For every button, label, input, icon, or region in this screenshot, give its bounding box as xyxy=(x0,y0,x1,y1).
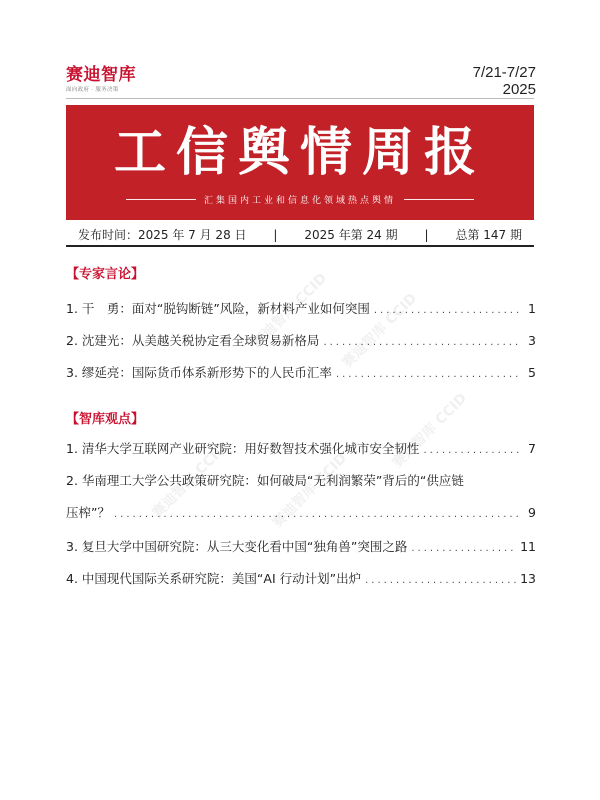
toc-text: 华南理工大学公共政策研究院：如何破局“无利润繁荣”背后的“供应链 xyxy=(81,473,464,488)
toc-page: 9 xyxy=(528,505,536,520)
toc-item[interactable] xyxy=(66,567,536,593)
watermark: 赛迪智库 CCID xyxy=(249,270,331,352)
separator: | xyxy=(273,227,278,242)
top-divider xyxy=(66,98,534,99)
toc-number: 2. xyxy=(66,333,78,348)
toc-number: 3. xyxy=(66,365,78,380)
watermark: 赛迪智库 CCID xyxy=(339,290,421,372)
issue-info xyxy=(66,226,534,243)
period xyxy=(473,64,536,98)
toc-leader xyxy=(114,503,522,527)
toc-leader xyxy=(336,363,522,387)
toc-text: 缪延亮：国际货币体系新形势下的人民币汇率 xyxy=(81,365,332,380)
separator: | xyxy=(424,227,429,242)
issue-number: 2025 年第 24 期 xyxy=(304,228,398,242)
toc-page: 13 xyxy=(520,571,536,586)
toc-leader xyxy=(365,569,516,593)
toc-leader xyxy=(374,299,522,323)
period-range: 7/21-7/27 xyxy=(472,64,536,81)
toc-text: 清华大学互联网产业研究院：用好数智技术强化城市安全韧性 xyxy=(81,441,420,456)
watermark: 赛迪智库 CCID xyxy=(389,390,471,472)
watermark: 赛迪智库 CCID xyxy=(149,440,231,522)
toc-page: 1 xyxy=(528,301,536,316)
toc-number: 1. xyxy=(66,441,78,456)
banner-subtitle-row xyxy=(66,193,534,206)
toc-number: 3. xyxy=(66,539,78,554)
logo xyxy=(66,66,136,93)
toc-leader xyxy=(411,537,516,561)
toc-page: 11 xyxy=(520,539,536,554)
toc-number: 1. xyxy=(66,301,78,316)
toc-page: 3 xyxy=(528,333,536,348)
toc-item[interactable] xyxy=(66,361,536,387)
banner-title: 工信舆情周报 xyxy=(113,122,486,183)
issue-divider xyxy=(66,245,534,247)
toc-text: 复旦大学中国研究院：从三大变化看中国“独角兽”突围之路 xyxy=(81,539,408,554)
section-title-thinktank: 【智库观点】 xyxy=(66,412,145,427)
toc-leader xyxy=(423,439,522,463)
toc-item[interactable] xyxy=(66,535,536,561)
title-banner xyxy=(66,105,534,220)
section-title-expert: 【专家言论】 xyxy=(66,267,145,282)
total-number: 总第 147 期 xyxy=(455,228,522,242)
subtitle-right-line xyxy=(404,199,474,200)
toc-page: 5 xyxy=(528,365,536,380)
toc-item[interactable] xyxy=(66,329,536,355)
logo-tagline: 面向政府 · 服务决策 xyxy=(66,87,119,93)
subtitle-left-line xyxy=(126,199,196,200)
toc-number: 2. xyxy=(66,473,78,488)
banner-subtitle: 汇集国内工业和信息化领域热点舆情 xyxy=(203,196,396,206)
toc-leader xyxy=(323,331,522,355)
toc-item[interactable] xyxy=(66,297,536,323)
toc-page: 7 xyxy=(528,441,536,456)
toc-text: 干 勇：面对“脱钩断链”风险，新材料产业如何突围 xyxy=(81,301,370,316)
toc-text: 中国现代国际关系研究院：美国“AI 行动计划”出炉 xyxy=(81,571,362,586)
toc-item[interactable] xyxy=(66,437,536,463)
watermark: 赛迪智库 CCID xyxy=(269,450,351,532)
toc-text-continued: 压榨”？ xyxy=(66,505,110,520)
toc-text: 沈建光：从美越关税协定看全球贸易新格局 xyxy=(81,333,320,348)
period-year: 2025 xyxy=(502,81,536,98)
logo-name: 赛迪智库 xyxy=(66,65,136,85)
toc-item[interactable] xyxy=(66,469,536,527)
toc-number: 4. xyxy=(66,571,78,586)
publish-date: 发布时间：2025 年 7 月 28 日 xyxy=(78,228,247,242)
